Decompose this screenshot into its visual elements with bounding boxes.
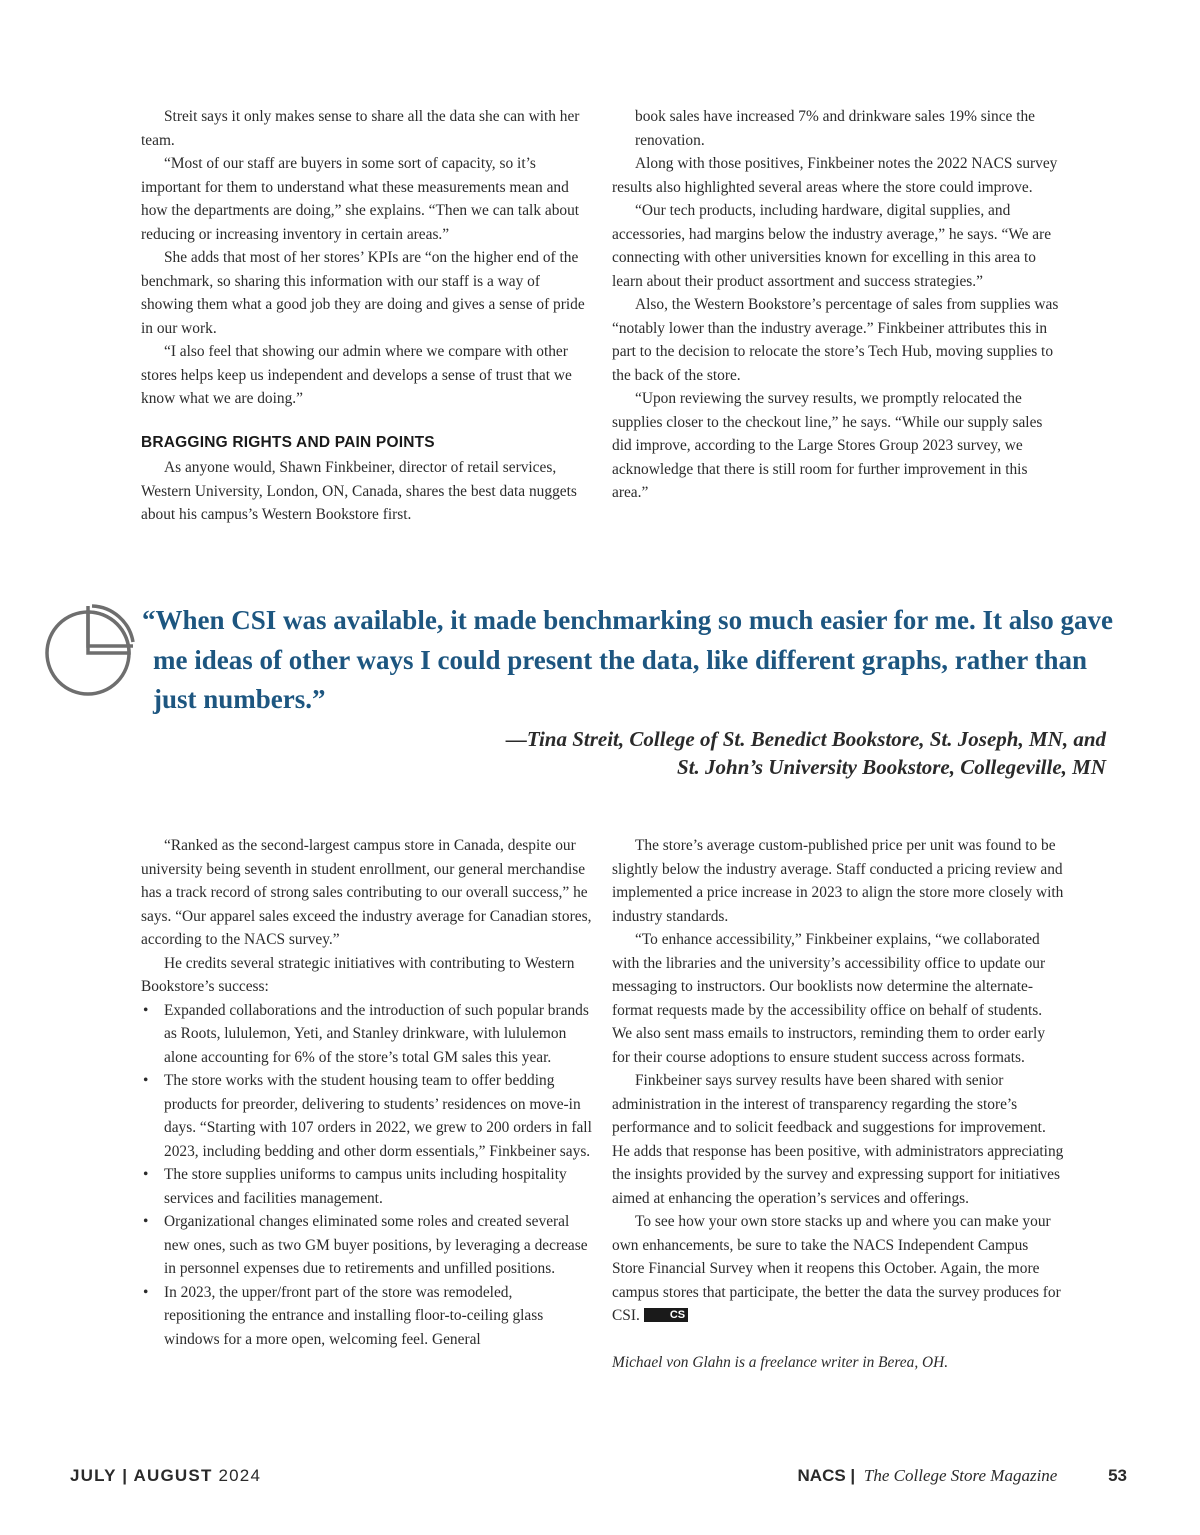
page-number: 53 [1108,1466,1127,1485]
paragraph: “I also feel that showing our admin where we compare with other stores helps keep us independent and develops a sense of trust that we know what we are doing.” [141,343,572,407]
paragraph: “Most of our staff are buyers in some sort of capacity, so it’s important for them to understand what these measurements mean and how the departments are doing,” she explains. “Then we can talk about reducing or increasing inventory in certain areas.” [141,155,580,243]
article-column-1 [141,105,593,527]
list-item: • The store supplies uniforms to campus units including hospitality services and facilities management. [141,1163,593,1210]
paragraph: He credits several strategic initiatives with contributing to Western Bookstore’s success: [141,954,575,995]
attribution-line: —Tina Streit, College of St. Benedict Bookstore, St. Joseph, MN, and [505,727,1106,751]
issue-months: JULY | AUGUST [70,1466,213,1485]
author-byline: Michael von Glahn is a freelance writer in Berea, OH. [612,1353,949,1371]
magazine-title: The College Store Magazine [863,1466,1058,1485]
paragraph: The store’s average custom-published price per unit was found to be slightly below the industry average. Staff conducted a pricing review and implemented a price increase in 2023 to align the store more closely with industry standards. [612,837,1064,925]
list-item: • Expanded collaborations and the introduction of such popular brands as Roots, lululemon, Yeti, and Stanley drinkware, with lululemon alone accounting for 6% of the store’s total GM sales this year. [141,999,593,1070]
section-heading: BRAGGING RIGHTS AND PAIN POINTS [141,433,435,451]
paragraph: She adds that most of her stores’ KPIs are “on the higher end of the benchmark, so sharing this information with our staff is a way of showing them what a good job they are doing and gives a sense of pride in our work. [141,249,585,337]
paragraph-text: To see how your own store stacks up and where you can make your own enhancements, be sure to take the NACS Independent Campus Store Financial Survey when it reopens this October. Again, the more campus stores that participate, the better the data the survey produces for CSI. [612,1213,1061,1324]
article-column-4 [612,834,1064,1374]
initiatives-list [141,999,593,1352]
article-column-2 [612,105,1064,505]
list-item: • The store works with the student housing team to offer bedding products for preorder, delivering to students’ residences on move-in days. “Starting with 107 orders in 2022, we grew to 200 orders in fall 2023, including bedding and other dorm essentials,” Finkbeiner says. [141,1069,593,1163]
issue-year: 2024 [218,1466,262,1485]
paragraph: Finkbeiner says survey results have been shared with senior administration in the interest of transparency regarding the store’s performance and to solicit feedback and suggestions for improvement. He adds that response has been positive, with administrators appreciating the insights provided by the survey and expressing support for initiatives aimed at enhancing the operation’s services and offerings. [612,1072,1064,1207]
pull-quote-attribution [346,725,1106,781]
end-mark-badge: CS [644,1308,688,1322]
pull-quote: “When CSI was available, it made benchmarking so much easier for me. It also gave me ideas of other ways I could present the data, like different graphs, rather than just numbers.” [142,605,1113,714]
pie-chart-icon [44,603,138,697]
article-column-3 [141,834,593,1351]
final-paragraph [612,1210,1064,1328]
paragraph: Streit says it only makes sense to share all the data she can with her team. [141,108,580,149]
attribution-line: St. John’s University Bookstore, Collegeville, MN [677,755,1106,779]
paragraph: “Upon reviewing the survey results, we promptly relocated the supplies closer to the checkout line,” he says. “While our supply sales did improve, according to the Large Stores Group 2023 survey, we acknowledge that there is still room for further improvement in this area.” [612,390,1043,501]
paragraph: Also, the Western Bookstore’s percentage of sales from supplies was “notably lower than the industry average.” Finkbeiner attributes this in part to the decision to relocate the store’s Tech Hub, moving supplies to the back of the store. [612,296,1059,384]
paragraph-continuation: book sales have increased 7% and drinkware sales 19% since the renovation. [635,108,1036,149]
paragraph: Along with those positives, Finkbeiner notes the 2022 NACS survey results also highlighted several areas where the store could improve. [612,155,1058,196]
list-item: • Organizational changes eliminated some roles and created several new ones, such as two GM buyer positions, by leveraging a decrease in personnel expenses due to retirements and unfilled positions. [141,1210,593,1281]
paragraph: “To enhance accessibility,” Finkbeiner explains, “we collaborated with the libraries and the university’s accessibility office to update our messaging to instructors. Our booklists now determine the alternate-format requests made by the accessibility office on behalf of students. We also sent mass emails to instructors, reminding them to order early for their course adoptions to ensure student success across formats. [612,931,1046,1066]
paragraph: “Our tech products, including hardware, digital supplies, and accessories, had margins below the industry average,” he says. “We are connecting with other universities known for excelling in this area to learn about their product assortment and success strategies.” [612,202,1052,290]
list-item: • In 2023, the upper/front part of the store was remodeled, repositioning the entrance and installing floor-to-ceiling glass windows for a more open, welcoming feel. General [141,1281,593,1352]
publisher-brand: NACS | [797,1466,856,1485]
publication-footer [798,1466,1127,1486]
paragraph: “Ranked as the second-largest campus store in Canada, despite our university being seventh in student enrollment, our general merchandise has a track record of strong sales contributing to our overall success,” he says. “Our apparel sales exceed the industry average for Canadian stores, according to the NACS survey.” [141,837,592,948]
paragraph: As anyone would, Shawn Finkbeiner, director of retail services, Western University, London, ON, Canada, shares the best data nuggets about his campus’s Western Bookstore first. [141,459,577,523]
issue-date [70,1466,261,1486]
